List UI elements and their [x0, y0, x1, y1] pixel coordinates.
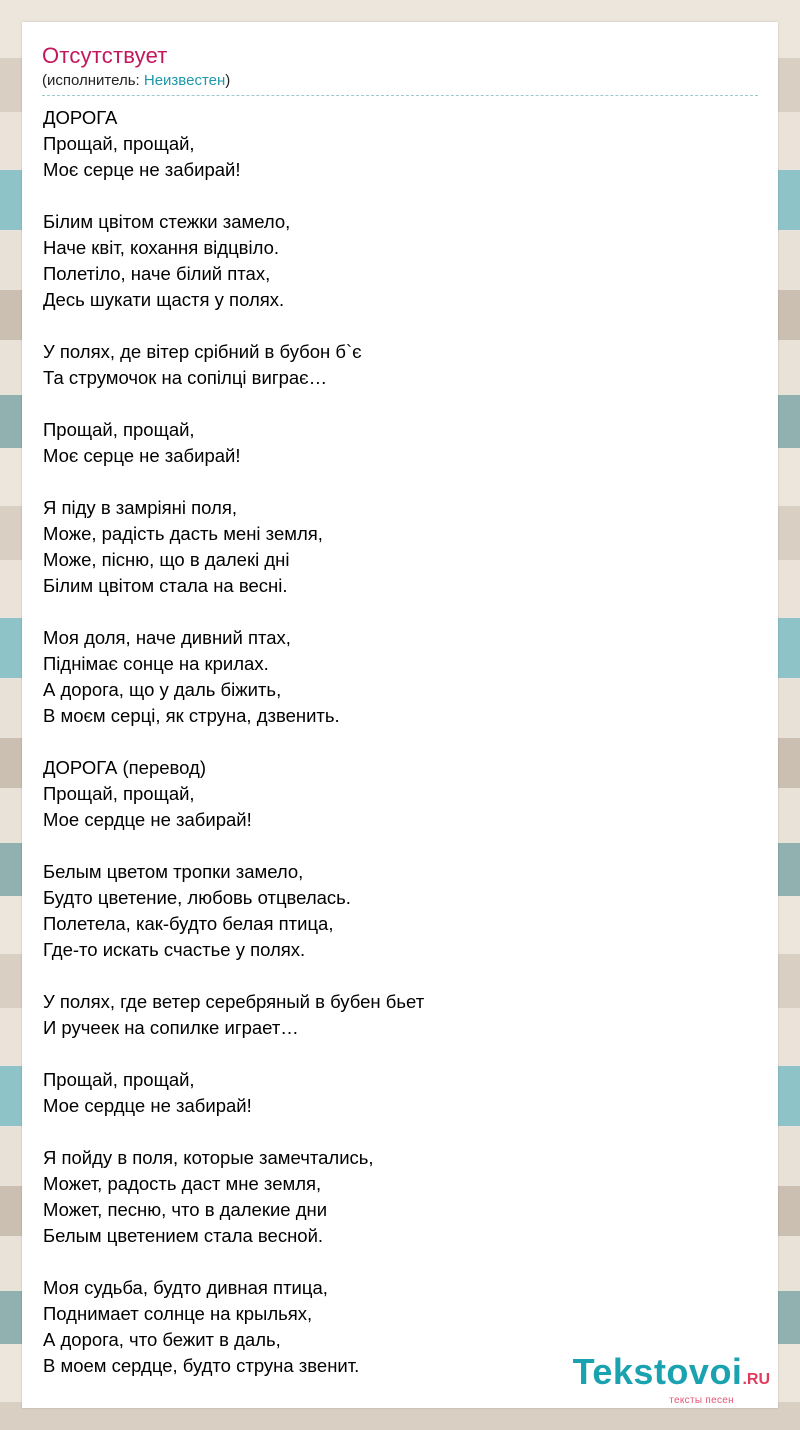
artist-prefix: (исполнитель: [42, 72, 144, 89]
lyrics-text: ДОРОГА Прощай, прощай, Моє серце не забирай! Білим цвітом стежки замело, Наче квіт, кохання відцвіло. Полетіло, наче білий птах, Десь шукати щастя у полях. У полях, де вітер срібний в бубон б`є Та струмочок на сопілці виграє… Прощай, прощай, Моє серце не забирай! Я піду в замріяні поля, Може, радість дасть мені земля, Може, пісню, що в далекі дні Білим цвітом стала на весні. Моя доля, наче дивний птах, Піднімає сонце на крилах. А дорога, що у даль біжить, В моєм серці, як струна, дзвенить. ДОРОГА (перевод) Прощай, прощай, Мое сердце не забирай! Белым цветом тропки замело, Будто цветение, любовь отцвелась. Полетела, как-будто белая птица, Где-то искать счастье у полях. У полях, где ветер серебряный в бубен бьет И ручеек на сопилке играет… Прощай, прощай, Мое сердце не забирай! Я пойду в поля, которые замечтались, Может, радость даст мне земля, Может, песню, что в далекие дни Белым цветением стала весной. Моя судьба, будто дивная птица, Поднимает солнце на крыльях, А дорога, что бежит в даль, В моем сердце, будто струна звенит. [43, 107, 425, 1376]
logo-tld: .RU [742, 1371, 770, 1388]
logo-main-text: Tekstovoi [572, 1351, 743, 1392]
logo-tagline: тексты песен [669, 1395, 734, 1406]
artist-line [42, 70, 758, 92]
song-header [42, 42, 758, 96]
artist-suffix: ) [225, 72, 231, 89]
artist-link[interactable]: Неизвестен [143, 72, 226, 89]
site-logo[interactable] [572, 1351, 770, 1406]
song-title: Отсутствует [42, 43, 168, 68]
logo-wordmark [572, 1351, 770, 1398]
lyrics-card [22, 22, 778, 1408]
